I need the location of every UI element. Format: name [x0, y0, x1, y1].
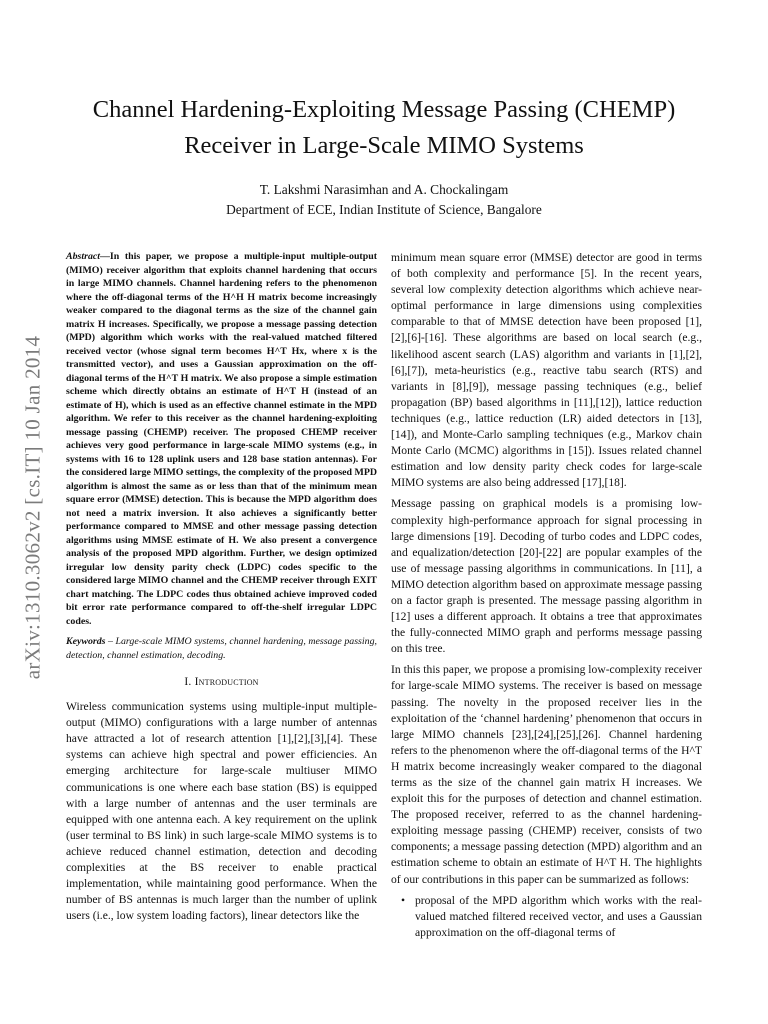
author-affiliation: Department of ECE, Indian Institute of Science, Bangalore — [226, 202, 542, 217]
paragraph: minimum mean square error (MMSE) detector are good in terms of both complexity and performance [5]. In the recent years, several low complexity detection algorithms which achieve near-optimal performance in large dimensions using complexities comparable to that of MMSE detection have been proposed [1],[2],[6]-[16]. These algorithms are based on local search (e.g., likelihood ascent search (LAS) algorithm and variants in [1],[2],[6],[7]), meta-heuristics (e.g., reactive tabu search (RTS) and variants in [8],[9]), message passing techniques (e.g., belief propagation (BP) based algorithms in [11],[12]), lattice reduction techniques (e.g., lattice reduction (LR) aided detectors in [13],[14]), and Monte-Carlo sampling techniques (e.g., Markov chain Monte Carlo (MCMC) algorithms in [15]). Issues related channel estimation and low density parity check codes for large-scale MIMO systems are also being addressed [17],[18]. — [391, 251, 702, 490]
paragraph: Message passing on graphical models is a promising low-complexity high-performance approach for signal processing in large dimensions [19]. Decoding of turbo codes and LDPC codes, and equalization/detection [20]-[22] are popular examples of the use of message passing algorithms in communications. In [11], a MIMO detection algorithm based on approximate message passing on a factor graph is presented. The message passing algorithm in [12] uses a different approach. It obtains a tree that approximates the fully-connected MIMO graph and performs message passing on this tree. — [391, 497, 702, 656]
abstract-label: Abstract — [66, 251, 101, 262]
keywords-text: – Large-scale MIMO systems, channel hardening, message passing, detection, channel estimation, decoding. — [66, 636, 377, 661]
left-column — [66, 250, 377, 929]
list-item: • proposal of the MPD algorithm which works with the real-valued matched filtered received vector, and uses a Gaussian approximation on the off-diagonal terms of — [415, 893, 702, 941]
keywords — [66, 635, 377, 662]
paragraph: In this this paper, we propose a promising low-complexity receiver for large-scale MIMO systems. The receiver is based on message passing. The novelty in the proposed receiver lies in the exploitation of the ‘channel hardening’ phenomenon that occurs in large MIMO channels [23],[24],[25],[26]. Channel hardening refers to the phenomenon where the off-diagonal terms of the H^T H matrix become increasingly weaker compared to the diagonal terms as the size of the channel gain matrix H increases. We exploit this for the purposes of detection and channel estimation. The proposed receiver, referred to as the channel hardening-exploiting message passing (CHEMP) receiver, consists of two components; a message passing detection (MPD) algorithm and an estimation scheme to obtain an estimate of H^T H. The highlights of our contributions in this paper can be summarized as follows: — [391, 663, 702, 886]
paper-title-line-2: Receiver in Large-Scale MIMO Systems — [184, 132, 584, 159]
right-column — [391, 250, 702, 941]
arxiv-identifier-stamp — [8, 292, 58, 722]
arxiv-identifier-text: arXiv:1310.3062v2 [cs.IT] 10 Jan 2014 — [20, 335, 45, 679]
author-names: T. Lakshmi Narasimhan and A. Chockalingam — [259, 182, 509, 197]
abstract — [66, 250, 377, 628]
section-heading-introduction — [66, 674, 377, 690]
author-block — [60, 180, 708, 220]
section-title: Introduction — [194, 675, 259, 688]
abstract-text: —In this paper, we propose a multiple-input multiple-output (MIMO) receiver algorithm that exploits channel hardening that occurs in large MIMO channels. Channel hardening refers to the phenomenon where the off-diagonal terms of the H^H H matrix become increasingly weaker compared to the diagonal terms as the size of the channel gain matrix H increases. Specifically, we propose a message passing detection (MPD) algorithm which works with the real-valued matched filtered received vector (whose signal term becomes H^T Hx, where x is the transmitted vector), and uses a Gaussian approximation on the off-diagonal terms of the H^T H matrix. We also propose a simple estimation scheme which directly obtains an estimate of H^T H (instead of an estimate of H), which is used as an effective channel estimate in the MPD algorithm. We refer to this receiver as the channel hardening-exploiting message passing (CHEMP) receiver. The proposed CHEMP receiver achieves very good performance in large-scale MIMO systems (e.g., in systems with 16 to 128 uplink users and 128 base station antennas). For the considered large MIMO settings, the complexity of the proposed MPD algorithm is almost the same as or less than that of the minimum mean square error (MMSE) detection. This is because the MPD algorithm does not need a matrix inversion. It also achieves a significantly better performance compared to MMSE and other message passing detection algorithms using MMSE estimate of H. We also present a convergence analysis of the proposed MPD algorithm. Further, we design optimized irregular low density parity check (LDPC) codes specific to the considered large MIMO channel and the CHEMP receiver through EXIT chart matching. The LDPC codes thus obtained achieve improved coded bit error rate performance compared to off-the-shelf irregular LDPC codes. — [66, 251, 377, 627]
paper-title — [60, 92, 708, 164]
contributions-list — [391, 893, 702, 941]
keywords-label: Keywords — [66, 636, 106, 647]
section-number: I. — [184, 675, 192, 688]
paragraph: Wireless communication systems using multiple-input multiple-output (MIMO) configurations with a large number of antennas have attracted a lot of research attention [1],[2],[3],[4]. These systems can achieve high spectral and power efficiencies. An emerging architecture for large-scale multiuser MIMO communications is one where each base station (BS) is equipped with a large number of antennas and the user terminals are equipped with one antenna each. A key requirement on the uplink (user terminal to BS link) in such large-scale MIMO systems is to achieve reduced channel estimation, detection and decoding complexities at the BS receiver to enable practical implementation, while maintaining good performance. When the number of BS antennas is much larger than the number of uplink users (i.e., low system loading factors), linear detectors like the — [66, 700, 377, 923]
paper-title-line-1: Channel Hardening-Exploiting Message Passing (CHEMP) — [92, 96, 676, 123]
